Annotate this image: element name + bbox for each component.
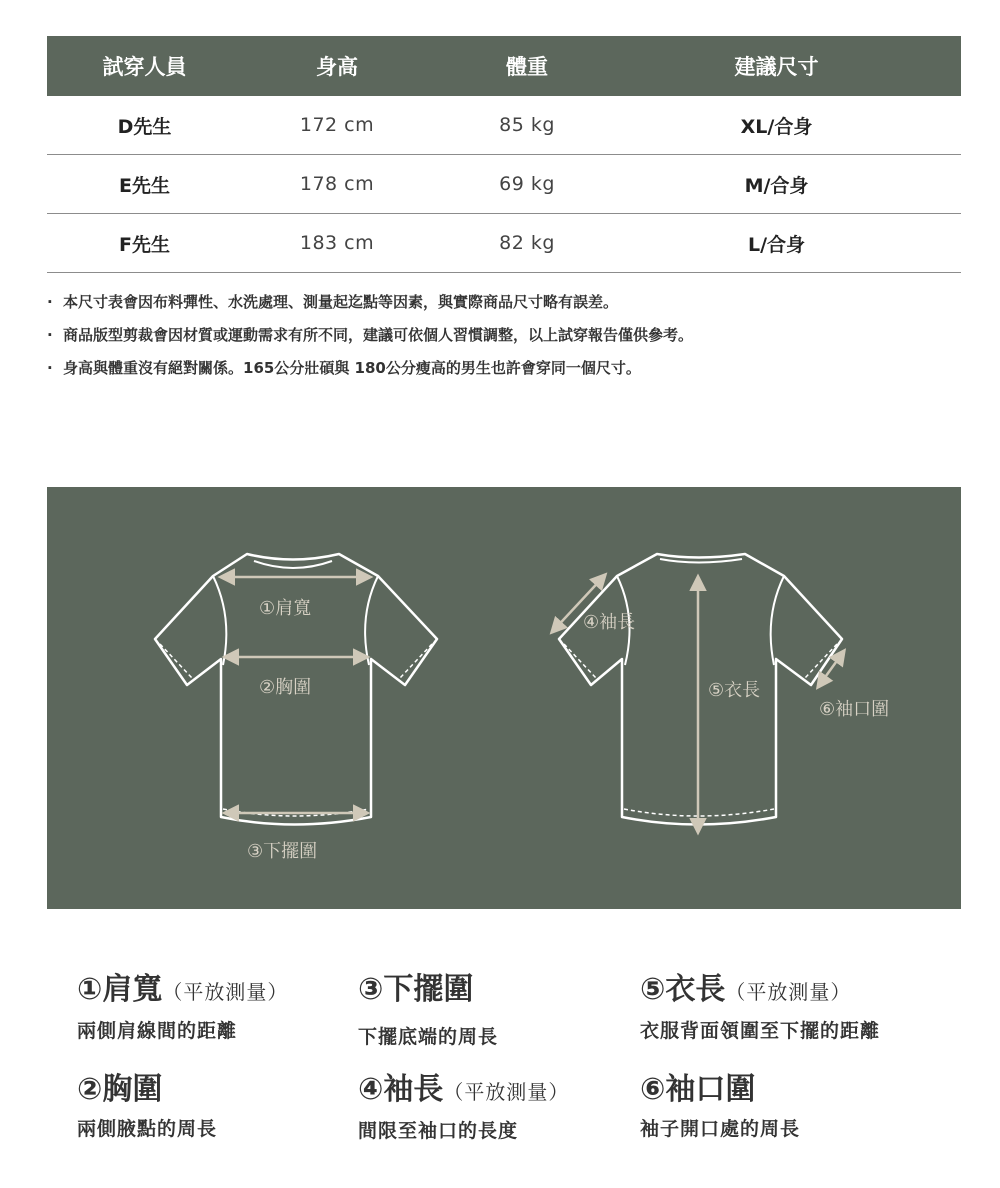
legend-desc: 下擺底端的周長 (358, 1026, 499, 1048)
notes-list (47, 292, 961, 391)
cell-weight: 69 kg (499, 173, 555, 195)
legend-hem (358, 972, 498, 1049)
measurement-diagram (47, 487, 961, 909)
cell-tester: F先生 (119, 233, 170, 256)
sleeve-label: ④袖長 (583, 612, 636, 633)
cell-tester: D先生 (117, 115, 172, 138)
legend-desc: 兩側腋點的周長 (77, 1118, 218, 1140)
legend-chest (77, 1072, 217, 1141)
header-size: 建議尺寸 (734, 55, 819, 79)
size-table (47, 36, 961, 273)
legend-title: ⑤衣長 (640, 972, 726, 1007)
legend-title: ①肩寬 (77, 972, 163, 1007)
table-row (47, 96, 961, 155)
legend-title: ④袖長 (358, 1072, 444, 1107)
cell-height: 172 cm (299, 114, 375, 136)
cell-size: M/合身 (744, 174, 809, 197)
length-label: ⑤衣長 (708, 680, 761, 701)
cuff-label: ⑥袖口圍 (819, 699, 890, 720)
legend-cuff (640, 1072, 800, 1141)
shoulder-label: ①肩寬 (259, 598, 312, 619)
legend-title: ⑥袖口圍 (640, 1072, 756, 1107)
legend-shoulder (77, 972, 288, 1043)
cell-weight: 85 kg (499, 114, 555, 136)
legend-desc: 衣服背面領圍至下擺的距離 (640, 1020, 881, 1042)
table-row (47, 155, 961, 214)
cell-size: L/合身 (747, 233, 806, 256)
cell-tester: E先生 (119, 174, 170, 197)
header-tester: 試穿人員 (102, 55, 187, 79)
note-item: · 身高與體重沒有絕對關係。165公分壯碩與 180公分瘦高的男生也許會穿同一個尺寸。 (47, 358, 961, 391)
cell-height: 178 cm (299, 173, 375, 195)
cell-height: 183 cm (299, 232, 375, 254)
legend-desc: 兩側肩線間的距離 (77, 1020, 238, 1042)
note-item: · 商品版型剪裁會因材質或運動需求有所不同，建議可依個人習慣調整，以上試穿報告僅供參考。 (47, 325, 961, 358)
legend-note: （平放測量） (725, 980, 852, 1004)
chest-label: ②胸圍 (259, 677, 312, 698)
header-weight: 體重 (506, 55, 548, 79)
table-row (47, 214, 961, 273)
header-height: 身高 (316, 55, 358, 79)
legend-desc: 間限至袖口的長度 (358, 1120, 519, 1142)
hem-label: ③下擺圍 (247, 841, 318, 862)
cell-weight: 82 kg (499, 232, 555, 254)
legend-sleeve (358, 1072, 569, 1143)
note-item: · 本尺寸表會因布料彈性、水洗處理、測量起迄點等因素，與實際商品尺寸略有誤差。 (47, 292, 961, 325)
legend-note: （平放測量） (443, 1080, 570, 1104)
cell-size: XL/合身 (740, 115, 813, 138)
legend-length (640, 972, 880, 1043)
table-header-row (47, 36, 961, 96)
back-shirt-outline (559, 554, 842, 825)
diagram-svg (47, 487, 961, 909)
legend-desc: 袖子開口處的周長 (640, 1118, 801, 1140)
legend-title: ③下擺圍 (358, 972, 474, 1007)
legend-note: （平放測量） (162, 980, 289, 1004)
legend-title: ②胸圍 (77, 1072, 163, 1107)
